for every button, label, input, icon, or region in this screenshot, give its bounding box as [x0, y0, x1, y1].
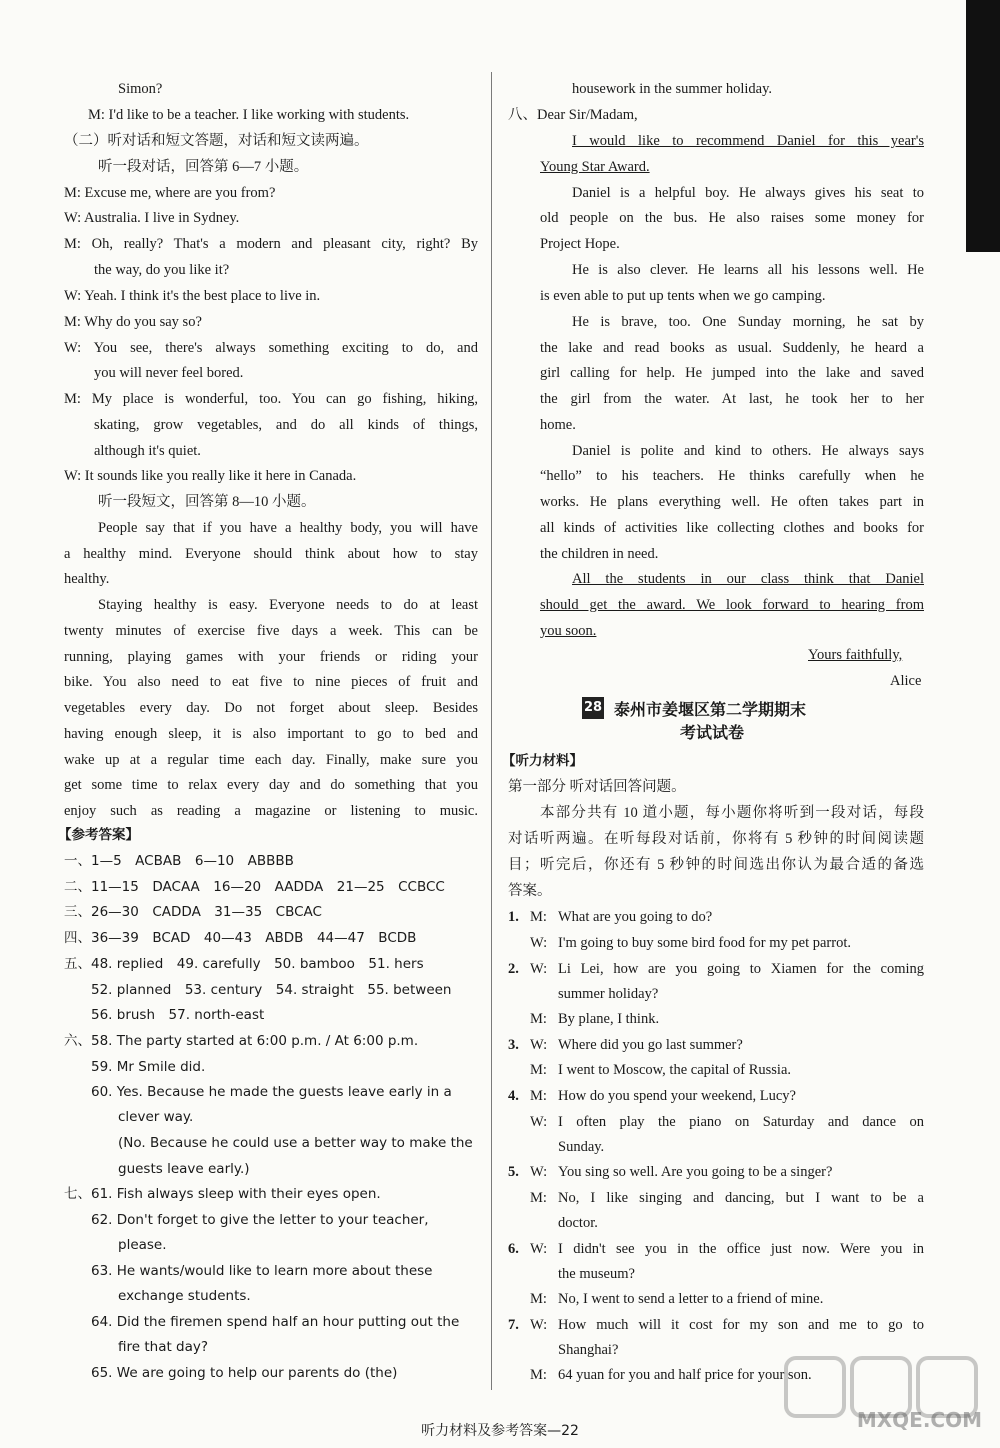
text-line: M: My place is wonderful, too. You can go fishing, hiking, — [64, 391, 478, 407]
text-line: get some time to relax every day and do something that you — [64, 777, 478, 793]
page-edge-tab — [966, 0, 1000, 252]
dialog-text: I went to Moscow, the capital of Russia. — [558, 1062, 792, 1078]
page-footer: 听力材料及参考答案—22 — [421, 1423, 579, 1439]
speaker-label: W: — [530, 935, 548, 951]
text-line: having enough sleep, it is also important to go to bed and — [64, 726, 478, 742]
letter-line: Yours faithfully, — [808, 647, 903, 663]
letter-line: Alice — [890, 673, 922, 689]
letter-line: the girl from the water. At last, he took her to her — [540, 391, 924, 407]
letter-line: He is also clever. He learns all his lessons well. He — [572, 262, 924, 278]
letter-line: “hello” to his teachers. He thinks carefully when he — [540, 468, 924, 484]
letter-line: He is brave, too. One Sunday morning, he sat by — [572, 314, 924, 330]
text-line: （二）听对话和短文答题，对话和短文读两遍。 — [64, 133, 369, 149]
dialog-text: I didn't see you in the office just now. Were you in — [558, 1241, 924, 1257]
speaker-label: W: — [530, 1317, 548, 1333]
speaker-label: M: — [530, 1088, 547, 1104]
letter-line: the lake and read books as usual. Suddenly, he heard a — [540, 340, 924, 356]
text-line: 【参考答案】 — [58, 827, 139, 843]
instruction-line: 第一部分 听对话回答问题。 — [508, 779, 686, 795]
text-line: M: I'd like to be a teacher. I like working with students. — [88, 107, 410, 123]
letter-line: 八、Dear Sir/Madam, — [508, 107, 638, 123]
dialog-text: 64 yuan for you and half price for your son. — [558, 1367, 812, 1383]
dialog-text: No, I went to send a letter to a friend of mine. — [558, 1291, 824, 1307]
dialog-text: the museum? — [558, 1266, 635, 1282]
answer-line: 63. He wants/would like to learn more about these — [64, 1263, 433, 1279]
question-number: 5. — [508, 1164, 519, 1180]
answer-line: please. — [64, 1237, 167, 1253]
letter-line: Daniel is a helpful boy. He always gives his seat to — [572, 185, 924, 201]
dialog-text: How much will it cost for my son and me to go to — [558, 1317, 924, 1333]
text-line: you will never feel bored. — [94, 365, 244, 381]
question-number: 3. — [508, 1037, 519, 1053]
letter-line: All the students in our class think that Daniel — [572, 571, 924, 587]
section-title-line2: 考试试卷 — [680, 723, 745, 742]
letter-line: girl calling for help. He jumped into the lake and saved — [540, 365, 924, 381]
letter-line: should get the award. We look forward to hearing from — [540, 597, 924, 613]
letter-line: works. He plans everything well. He often takes part in — [540, 494, 924, 510]
answer-line: 七、61. Fish always sleep with their eyes open. — [64, 1186, 381, 1202]
answer-line: 60. Yes. Because he made the guests leave early in a — [64, 1084, 452, 1100]
answer-line: 52. planned 53. century 54. straight 55. between — [64, 982, 452, 998]
dialog-text: By plane, I think. — [558, 1011, 660, 1027]
answer-line: 65. We are going to help our parents do (the) — [64, 1365, 398, 1381]
answer-line: exchange students. — [64, 1288, 251, 1304]
text-line: wake up at a regular time each day. Finally, make sure you — [64, 752, 478, 768]
dialog-text: Where did you go last summer? — [558, 1037, 743, 1053]
text-line: a healthy mind. Everyone should think about how to stay — [64, 546, 478, 562]
text-line: W: Yeah. I think it's the best place to live in. — [64, 288, 321, 304]
text-line: enjoy such as reading a magazine or listening to music. — [64, 803, 478, 819]
letter-line: is even able to put up tents when we go camping. — [540, 288, 826, 304]
question-number: 2. — [508, 961, 519, 977]
speaker-label: M: — [530, 1011, 547, 1027]
answer-line: 六、58. The party started at 6:00 p.m. / At 6:00 p.m. — [64, 1033, 419, 1049]
letter-line: Daniel is polite and kind to others. He always says — [572, 443, 924, 459]
section-title-line1: 泰州市姜堰区第二学期期末 — [614, 700, 807, 719]
dialog-text: How do you spend your weekend, Lucy? — [558, 1088, 796, 1104]
dialog-text: I often play the piano on Saturday and dance on — [558, 1114, 924, 1130]
instruction-line: 答案。 — [508, 883, 552, 899]
dialog-text: summer holiday? — [558, 986, 659, 1002]
speaker-label: M: — [530, 1062, 547, 1078]
text-line: the way, do you like it? — [94, 262, 230, 278]
speaker-label: W: — [530, 1114, 548, 1130]
speaker-label: W: — [530, 1037, 548, 1053]
answer-line: 三、26—30 CADDA 31—35 CBCAC — [64, 904, 322, 920]
text-line: vegetables every day. Do not forget about sleep. Besides — [64, 700, 478, 716]
letter-line: housework in the summer holiday. — [572, 81, 773, 97]
speaker-label: M: — [530, 1291, 547, 1307]
text-line: W: You see, there's always something exciting to do, and — [64, 340, 478, 356]
question-number: 4. — [508, 1088, 519, 1104]
answer-line: 一、1—5 ACBAB 6—10 ABBBB — [64, 853, 294, 869]
answer-line: 64. Did the firemen spend half an hour putting out the — [64, 1314, 460, 1330]
section-number-badge: 28 — [582, 697, 604, 719]
answer-line: 五、48. replied 49. carefully 50. bamboo 51. hers — [64, 956, 424, 972]
question-number: 1. — [508, 909, 519, 925]
dialog-text: You sing so well. Are you going to be a singer? — [558, 1164, 833, 1180]
speaker-label: M: — [530, 909, 547, 925]
column-divider — [491, 72, 492, 1390]
text-line: running, playing games with your friends or riding your — [64, 649, 478, 665]
letter-line: the children in need. — [540, 546, 659, 562]
text-line: twenty minutes of exercise five days a week. This can be — [64, 623, 478, 639]
dialog-text: Sunday. — [558, 1139, 605, 1155]
instruction-line: 本部分共有 10 道小题，每小题你将听到一段对话，每段 — [540, 805, 924, 821]
text-line: M: Excuse me, where are you from? — [64, 185, 276, 201]
answer-line: (No. Because he could use a better way to make the — [64, 1135, 473, 1151]
speaker-label: W: — [530, 1164, 548, 1180]
answer-line: 59. Mr Smile did. — [64, 1059, 206, 1075]
text-line: 听一段对话，回答第 6—7 小题。 — [98, 159, 309, 175]
question-number: 7. — [508, 1317, 519, 1333]
speaker-label: W: — [530, 961, 548, 977]
text-line: bike. You also need to eat five to nine pieces of fruit and — [64, 674, 478, 690]
letter-line: you soon. — [540, 623, 597, 639]
letter-line: Project Hope. — [540, 236, 620, 252]
text-line: People say that if you have a healthy body, you will have — [98, 520, 478, 536]
dialog-text: What are you going to do? — [558, 909, 713, 925]
answer-line: 四、36—39 BCAD 40—43 ABDB 44—47 BCDB — [64, 930, 417, 946]
text-line: healthy. — [64, 571, 110, 587]
instruction-line: 对话听两遍。在听每段对话前，你将有 5 秒钟的时间阅读题 — [508, 831, 924, 847]
watermark-text: MXQE.COM — [856, 1408, 982, 1432]
letter-line: all kinds of activities like collecting clothes and books for — [540, 520, 924, 536]
answer-line: fire that day? — [64, 1339, 209, 1355]
speaker-label: M: — [530, 1190, 547, 1206]
text-line: Staying healthy is easy. Everyone needs to do at least — [98, 597, 478, 613]
answer-line: clever way. — [64, 1109, 194, 1125]
dialog-text: I'm going to buy some bird food for my pet parrot. — [558, 935, 851, 951]
letter-line: old people on the bus. He also raises some money for — [540, 210, 924, 226]
answer-line: 62. Don't forget to give the letter to your teacher, — [64, 1212, 429, 1228]
letter-line: I would like to recommend Daniel for this year's — [572, 133, 924, 149]
letter-line: home. — [540, 417, 576, 433]
instruction-line: 目；听完后，你还有 5 秒钟的时间选出你认为最合适的备选 — [508, 857, 924, 873]
answer-line: guests leave early.) — [64, 1161, 250, 1177]
letter-line: Young Star Award. — [540, 159, 650, 175]
text-line: although it's quiet. — [94, 443, 201, 459]
text-line: W: Australia. I live in Sydney. — [64, 210, 240, 226]
text-line: W: It sounds like you really like it here in Canada. — [64, 468, 357, 484]
speaker-label: M: — [530, 1367, 547, 1383]
answer-line: 二、11—15 DACAA 16—20 AADDA 21—25 CCBCC — [64, 879, 445, 895]
speaker-label: W: — [530, 1241, 548, 1257]
instruction-line: 【听力材料】 — [502, 753, 583, 769]
dialog-text: Shanghai? — [558, 1342, 619, 1358]
text-line: skating, grow vegetables, and do all kinds of things, — [94, 417, 478, 433]
dialog-text: doctor. — [558, 1215, 598, 1231]
text-line: Simon? — [118, 81, 163, 97]
dialog-text: Li Lei, how are you going to Xiamen for the coming — [558, 961, 924, 977]
text-line: M: Why do you say so? — [64, 314, 202, 330]
dialog-text: No, I like singing and dancing, but I want to be a — [558, 1190, 924, 1206]
question-number: 6. — [508, 1241, 519, 1257]
text-line: M: Oh, really? That's a modern and pleasant city, right? By — [64, 236, 478, 252]
answer-line: 56. brush 57. north-east — [64, 1007, 265, 1023]
text-line: 听一段短文，回答第 8—10 小题。 — [98, 494, 316, 510]
